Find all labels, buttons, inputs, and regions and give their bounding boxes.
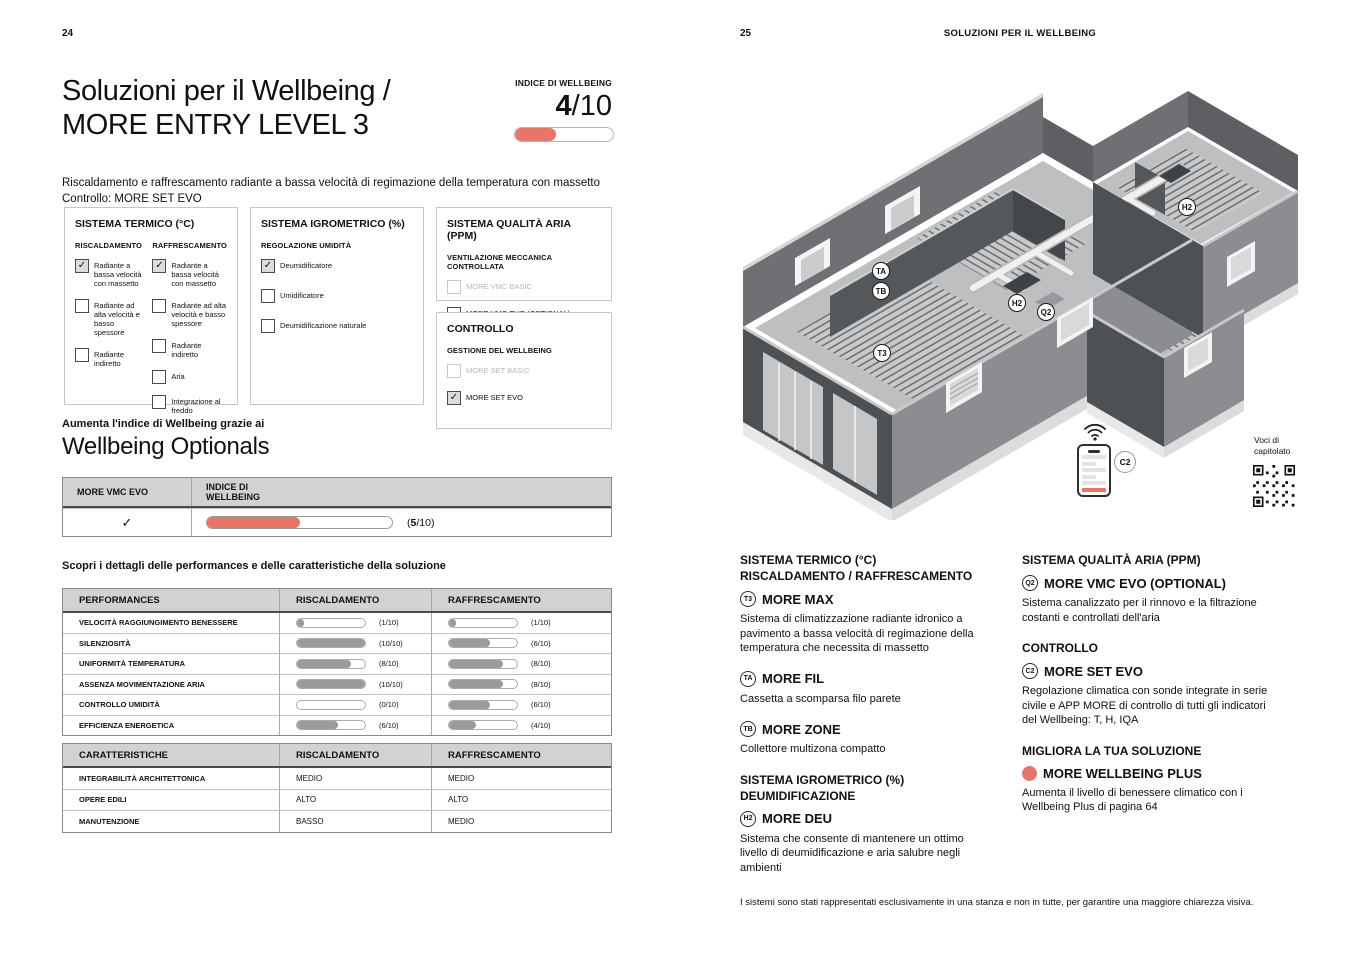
rating-bar-fill (449, 619, 456, 627)
optionals-progressbar (206, 516, 393, 529)
checkbox-item (75, 348, 145, 368)
panel-sistema-termico (64, 207, 238, 415)
optionals-row (63, 508, 611, 536)
characteristics-table-header (63, 744, 611, 768)
product-name-row (740, 671, 995, 687)
product-name: MORE SET EVO (1044, 663, 1143, 679)
wifi-icon (1082, 421, 1108, 446)
char-header-risc: RISCALDAMENTO (279, 744, 431, 766)
panel-controllo (436, 312, 612, 429)
characteristic-row (63, 789, 611, 811)
performance-riscaldamento-cell (279, 675, 431, 695)
rating-bar (448, 700, 518, 710)
product-name: MORE ZONE (762, 721, 841, 737)
wellbeing-index-label: INDICE DI WELLBEING (515, 78, 612, 88)
wellbeing-plus-dot (1022, 766, 1037, 781)
rating-bar-fill (449, 639, 490, 647)
voci-line-2: capitolato (1254, 446, 1291, 456)
characteristic-row (63, 768, 611, 789)
phone-screen-row-accent (1082, 488, 1106, 492)
checkbox-item (152, 339, 227, 359)
performance-riscaldamento-cell (279, 654, 431, 674)
rating-bar-fill (297, 639, 365, 647)
characteristic-riscaldamento-cell (279, 811, 431, 832)
checkbox-checked: ✓ (261, 259, 275, 273)
performance-raffrescamento-cell (431, 675, 611, 695)
house-badge-tb: TB (872, 282, 890, 300)
legend-column-left (740, 552, 995, 890)
checkbox-label: Radiante ad alta velocità e basso spessore (94, 301, 140, 337)
section-subtitle: RISCALDAMENTO / RAFFRESCAMENTO (740, 569, 973, 583)
rating-bar-fill (449, 680, 503, 688)
checkbox-label: Radiante a bassa velocità con massetto (171, 261, 219, 288)
rating-bar-fill (297, 680, 365, 688)
checkbox-unchecked (261, 319, 275, 333)
legend-section (740, 552, 995, 757)
panel-columns (447, 346, 601, 418)
checkbox-label: Radiante ad alta velocità e basso spessore (171, 301, 227, 328)
performance-riscaldamento-cell (279, 716, 431, 736)
badge-c2-phone: C2 (1114, 451, 1136, 473)
perf-header-risc: RISCALDAMENTO (279, 589, 431, 611)
performance-raffrescamento-cell (431, 634, 611, 654)
performance-label: ASSENZA MOVIMENTAZIONE ARIA (79, 679, 205, 689)
wellbeing-index-progressbar (514, 127, 614, 142)
wellbeing-index-value (502, 90, 612, 122)
badge-h2: H2 (740, 811, 756, 827)
index-numerator: 4 (555, 90, 572, 122)
rating-bar (448, 638, 518, 648)
product-name: MORE MAX (762, 591, 834, 607)
rating-bar (448, 720, 518, 730)
page-number-left: 24 (62, 28, 74, 39)
product-name-row (740, 721, 995, 737)
phone-screen-row (1082, 455, 1106, 459)
characteristic-label: MANUTENZIONE (79, 816, 140, 826)
product-description: Sistema canalizzato per il rinnovo e la filtrazione costanti e controllati dell'aria (1022, 597, 1257, 624)
performance-row (63, 613, 611, 633)
characteristic-raffrescamento-cell (431, 768, 611, 789)
index-denominator: /10 (571, 90, 612, 122)
performances-table-body (63, 613, 611, 735)
voci-line-1: Voci di (1254, 435, 1280, 445)
house-illustration (735, 90, 1315, 520)
product-name-row (740, 591, 995, 607)
section-title: SISTEMA TERMICO (°C) (740, 553, 877, 567)
rating-bar (448, 659, 518, 669)
characteristic-value: MEDIO (296, 773, 323, 783)
checkbox-item (447, 364, 601, 378)
wellbeing-index-box (502, 78, 612, 142)
smartphone-app (1077, 444, 1111, 497)
panel-subtitle: VENTILAZIONE MECCANICA CONTROLLATA (447, 253, 552, 271)
panel-column (261, 241, 413, 349)
performances-table (62, 588, 612, 736)
checkbox-label: Umidificatore (280, 291, 324, 300)
characteristic-value: ALTO (448, 795, 469, 805)
performance-raffrescamento-cell (431, 654, 611, 674)
rating-bar (448, 679, 518, 689)
optionals-progress-cell (191, 509, 611, 536)
product-name-row (740, 811, 995, 827)
rating-text: (0/10) (379, 700, 399, 710)
performance-row (63, 633, 611, 654)
product-description: Sistema di climatizzazione radiante idronico a pavimento a bassa velocità di regimazione della temperatura che necessita di massetto (740, 613, 974, 654)
checkbox-item (75, 299, 145, 337)
product-description: Aumenta il livello di benessere climatico con i Wellbeing Plus di pagina 64 (1022, 786, 1243, 813)
performance-raffrescamento-cell (431, 716, 611, 736)
checkbox-label: MORE SET BASIC (466, 366, 530, 375)
footnote: I sistemi sono stati rappresentati esclusivamente in una stanza e non in tutte, per garantire una maggiore chiarezza visiva. (740, 897, 1254, 908)
rating-text: (8/10) (531, 679, 551, 689)
rating-text: (6/10) (531, 638, 551, 648)
rating-bar (296, 659, 366, 669)
optionals-score: (5/10) (407, 516, 435, 529)
checkbox-item (75, 259, 145, 288)
performance-raffrescamento-cell (431, 695, 611, 715)
rating-bar (296, 638, 366, 648)
badge-t3: T3 (740, 591, 756, 607)
rating-bar (296, 679, 366, 689)
characteristic-value: BASSO (296, 816, 324, 826)
panel-columns (75, 241, 227, 426)
characteristic-riscaldamento-cell (279, 768, 431, 789)
rating-text: (8/10) (531, 659, 551, 669)
characteristic-row (63, 810, 611, 832)
product-name: MORE WELLBEING PLUS (1043, 765, 1202, 781)
checkbox-unchecked (75, 348, 89, 362)
product-name-row (1022, 766, 1310, 781)
rating-bar-fill (297, 619, 304, 627)
phone-screen-row (1082, 481, 1106, 485)
optionals-table (62, 477, 612, 537)
optionals-heading: Wellbeing Optionals (62, 433, 270, 460)
phone-screen-row (1082, 462, 1096, 466)
characteristics-table-body (63, 768, 611, 832)
title-line-2: MORE ENTRY LEVEL 3 (62, 109, 369, 141)
details-kicker: Scopri i dettagli delle performances e delle caratteristiche della soluzione (62, 560, 446, 572)
qr-code (1253, 465, 1295, 507)
panel-subtitle: GESTIONE DEL WELLBEING (447, 346, 552, 355)
product-description: Cassetta a scomparsa filo parete (740, 692, 901, 705)
rating-text: (10/10) (379, 679, 403, 689)
rating-text: (6/10) (379, 720, 399, 730)
checkbox-unchecked (447, 364, 461, 378)
characteristic-label: OPERE EDILI (79, 795, 127, 805)
panel-column (152, 241, 227, 426)
system-panels (64, 207, 612, 415)
section-title: SISTEMA QUALITÀ ARIA (PPM) (1022, 553, 1201, 567)
panel-subtitle: RISCALDAMENTO (75, 241, 142, 250)
wellbeing-index-fill (515, 128, 556, 141)
product-name-row (1022, 663, 1310, 679)
checkbox-unchecked (152, 370, 166, 384)
running-title: SOLUZIONI PER IL WELLBEING (943, 28, 1097, 39)
legend-section (1022, 743, 1310, 815)
checkbox-unchecked (261, 289, 275, 303)
badge-ta: TA (740, 671, 756, 687)
legend-section (740, 772, 995, 876)
page-number-right: 25 (740, 28, 752, 39)
optionals-header-indice: INDICE DI WELLBEING (191, 478, 611, 506)
char-header-label: CARATTERISTICHE (79, 749, 169, 761)
panel-title: CONTROLLO (447, 323, 514, 335)
panel-column (75, 241, 145, 426)
phone-notch (1088, 450, 1100, 453)
rating-bar (448, 618, 518, 628)
performance-row (63, 653, 611, 674)
intro-line-2: Controllo: MORE SET EVO (62, 192, 202, 205)
characteristic-riscaldamento-cell (279, 790, 431, 811)
characteristics-table (62, 743, 612, 833)
performance-label: SILENZIOSITÀ (79, 638, 131, 648)
rating-bar (296, 618, 366, 628)
rating-bar-fill (297, 660, 351, 668)
page-title (62, 74, 502, 142)
checkbox-unchecked (152, 395, 166, 409)
performances-table-header (63, 589, 611, 613)
characteristic-raffrescamento-cell (431, 790, 611, 811)
page-25 (735, 0, 1315, 959)
panel-column-3 (436, 207, 612, 405)
intro-line-1: Riscaldamento e raffrescamento radiante a bassa velocità di regimazione della temperatura con massetto (62, 176, 601, 189)
house-badge-h2: H2 (1008, 294, 1026, 312)
panel-sistema-igrometrico (250, 207, 424, 405)
performance-raffrescamento-cell (431, 613, 611, 633)
checkbox-label: Radiante indiretto (94, 350, 125, 368)
legend-column-right (1022, 552, 1310, 830)
checkbox-item (152, 395, 227, 415)
checkbox-item (152, 259, 227, 288)
performance-row (63, 694, 611, 715)
rating-bar (296, 700, 366, 710)
performance-row (63, 715, 611, 736)
checkbox-checked: ✓ (75, 259, 89, 273)
performance-label: EFFICIENZA ENERGETICA (79, 720, 175, 730)
panel-qualita-aria (436, 207, 612, 301)
voci-di-capitolato-label (1254, 435, 1290, 457)
legend-section (1022, 552, 1310, 625)
panel-columns (261, 241, 413, 349)
product-name: MORE FIL (762, 671, 825, 686)
checkbox-unchecked (152, 339, 166, 353)
perf-header-raff: RAFFRESCAMENTO (431, 589, 611, 611)
optionals-kicker: Aumenta l'indice di Wellbeing grazie ai (62, 418, 265, 430)
optionals-table-header (63, 478, 611, 508)
rating-text: (1/10) (531, 618, 551, 628)
checkbox-label: Aria (171, 372, 185, 381)
rating-bar-fill (449, 701, 490, 709)
solution-description (62, 175, 622, 207)
checkbox-label: MORE VMC BASIC (466, 282, 532, 291)
product-description: Regolazione climatica con sonde integrate in serie civile e APP MORE di controllo di tutti gli indicatori del Wellbeing: T, H, IQA (1022, 685, 1268, 726)
product-description: Collettore multizona compatto (740, 743, 886, 755)
rating-bar-fill (449, 660, 503, 668)
house-badge-ta: TA (872, 262, 890, 280)
checkbox-item (261, 319, 413, 333)
characteristic-raffrescamento-cell (431, 811, 611, 832)
product-name-row (1022, 575, 1310, 591)
performance-row (63, 674, 611, 695)
optionals-check: ✓ (121, 514, 133, 530)
section-title: MIGLIORA LA TUA SOLUZIONE (1022, 743, 1202, 758)
badge-q2: Q2 (1022, 575, 1038, 591)
checkbox-label: Deumidificatore (280, 261, 333, 270)
checkbox-label: MORE SET EVO (466, 393, 523, 402)
characteristic-value: MEDIO (448, 816, 475, 826)
performance-label: CONTROLLO UMIDITÀ (79, 700, 160, 710)
performance-riscaldamento-cell (279, 613, 431, 633)
checkbox-label: Integrazione al freddo (171, 397, 221, 415)
rating-text: (6/10) (531, 700, 551, 710)
performance-riscaldamento-cell (279, 634, 431, 654)
panel-column (447, 346, 601, 418)
section-title: SISTEMA IGROMETRICO (%) (740, 772, 905, 787)
checkbox-checked: ✓ (447, 391, 461, 405)
characteristic-label: INTEGRABILITÀ ARCHITETTONICA (79, 773, 206, 783)
performance-label: UNIFORMITÀ TEMPERATURA (79, 659, 186, 669)
product-description: Sistema che consente di mantenere un ottimo livello di deumidificazione e aria salubre negli ambienti (740, 832, 964, 874)
checkbox-unchecked (447, 280, 461, 294)
checkbox-item (152, 370, 227, 384)
rating-bar-fill (449, 721, 476, 729)
product-name: MORE DEU (762, 811, 833, 826)
checkbox-unchecked (75, 299, 89, 313)
optionals-fill (207, 517, 300, 528)
panel-title: SISTEMA QUALITÀ ARIA (PPM) (447, 218, 571, 242)
section-subtitle: DEUMIDIFICAZIONE (740, 788, 856, 803)
performance-label: VELOCITÀ RAGGIUNGIMENTO BENESSERE (79, 618, 238, 628)
panel-title: SISTEMA IGROMETRICO (%) (261, 218, 405, 230)
rating-bar-fill (297, 721, 338, 729)
characteristic-value: ALTO (296, 795, 317, 805)
checkbox-unchecked (152, 299, 166, 313)
product-name: MORE VMC EVO (OPTIONAL) (1044, 575, 1226, 591)
badge-tb: TB (740, 721, 756, 737)
panel-title: SISTEMA TERMICO (°C) (75, 218, 195, 230)
optionals-header-vmc: MORE VMC EVO (77, 487, 149, 497)
badge-c2: C2 (1022, 663, 1038, 679)
perf-header-label: PERFORMANCES (79, 594, 160, 606)
rating-text: (8/10) (379, 659, 399, 669)
rating-text: (10/10) (379, 638, 403, 648)
house-badge-q2: Q2 (1037, 303, 1055, 321)
panel-subtitle: RAFFRESCAMENTO (152, 241, 227, 250)
checkbox-label: Deumidificazione naturale (280, 321, 367, 330)
checkbox-label: Radiante a bassa velocità con massetto (94, 261, 142, 288)
title-line-1: Soluzioni per il Wellbeing / (62, 75, 391, 107)
page-24 (62, 0, 612, 959)
section-title: CONTROLLO (1022, 641, 1098, 655)
house-badge-t3: T3 (873, 344, 891, 362)
checkbox-item (447, 391, 601, 405)
rating-bar (296, 720, 366, 730)
checkbox-label: Radiante indiretto (171, 341, 202, 359)
performance-riscaldamento-cell (279, 695, 431, 715)
checkbox-checked: ✓ (152, 259, 166, 273)
rating-text: (4/10) (531, 720, 551, 730)
phone-screen-row (1082, 475, 1096, 479)
char-header-raff: RAFFRESCAMENTO (431, 744, 611, 766)
house-badge-h2: H2 (1178, 198, 1196, 216)
checkbox-item (261, 289, 413, 303)
legend-section (1022, 640, 1310, 728)
phone-screen-row (1082, 468, 1106, 472)
checkbox-item (261, 259, 413, 273)
panel-subtitle: REGOLAZIONE UMIDITÀ (261, 241, 352, 250)
rating-text: (1/10) (379, 618, 399, 628)
checkbox-item (152, 299, 227, 328)
characteristic-value: MEDIO (448, 773, 475, 783)
checkbox-item (447, 280, 601, 294)
